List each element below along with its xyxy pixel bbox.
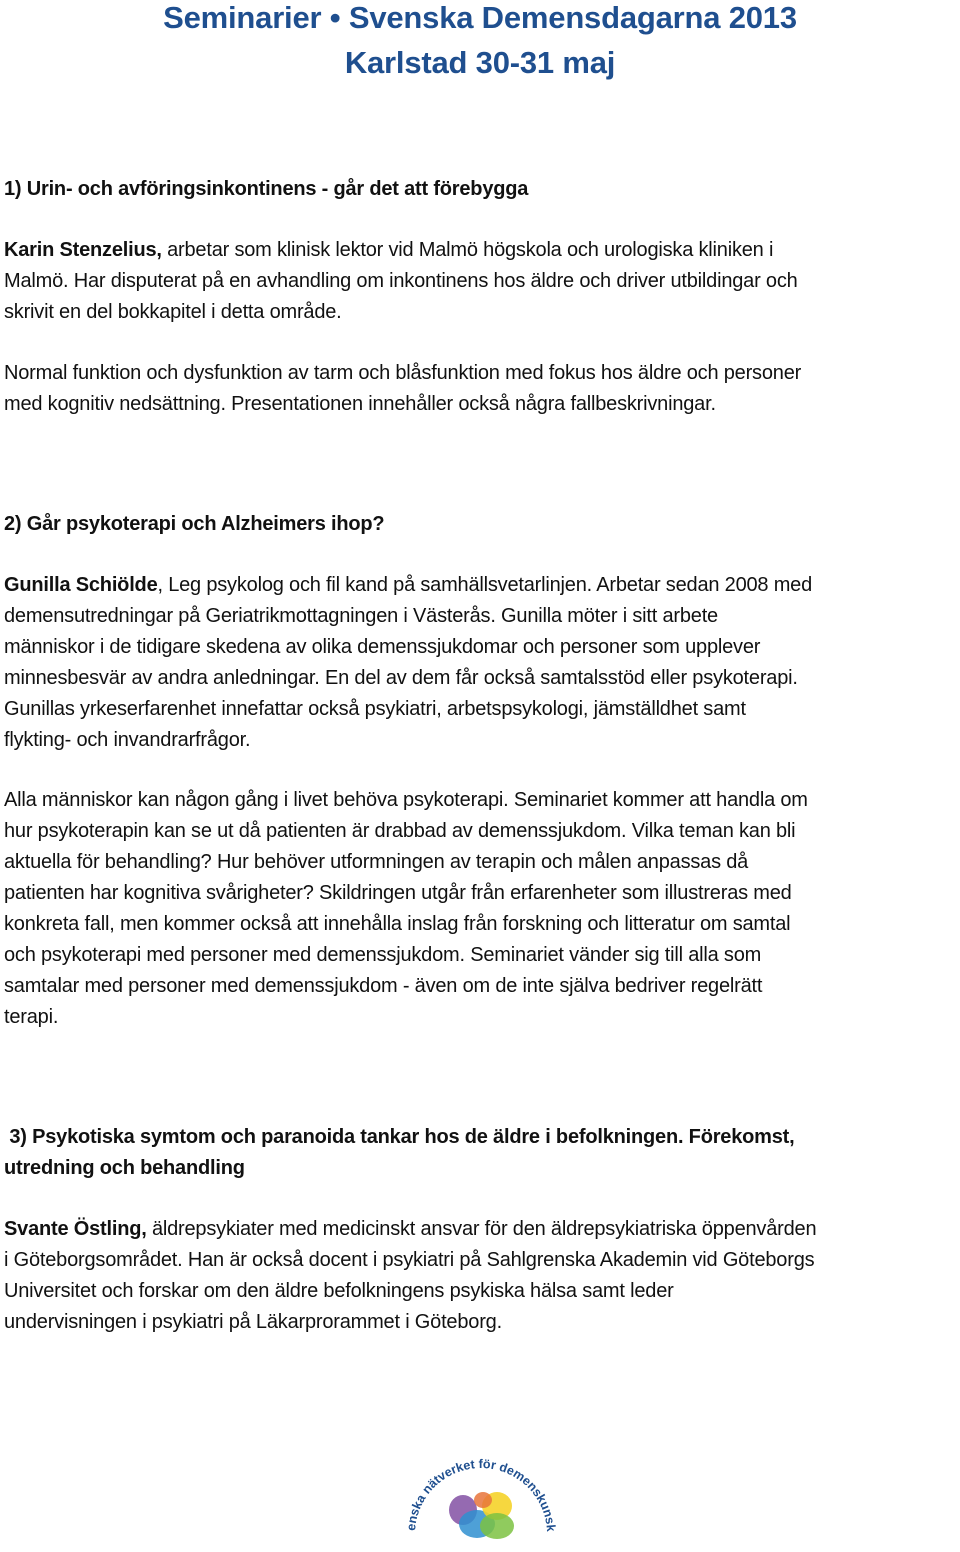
seminar-3-heading-line: utredning och behandling xyxy=(4,1157,245,1179)
seminar-1-description-line: med kognitiv nedsättning. Presentationen innehåller också några fallbeskrivningar. xyxy=(4,393,716,415)
seminar-1-speaker-name: Karin Stenzelius, xyxy=(4,239,162,261)
logo-graphic xyxy=(393,1438,569,1546)
seminar-3-speaker-name: Svante Östling, xyxy=(4,1218,147,1240)
seminar-2-description-line: aktuella för behandling? Hur behöver utformningen av terapin och målen anpassas då xyxy=(4,851,749,873)
seminar-3-bio-line: Universitet och forskar om den äldre befolkningens psykiska hälsa samt leder xyxy=(4,1280,674,1302)
seminar-3-bio-line: Svante Östling, äldrepsykiater med medicinskt ansvar för den äldrepsykiatriska öppenvården xyxy=(4,1218,817,1240)
seminar-2-heading: 2) Går psykoterapi och Alzheimers ihop? xyxy=(4,513,385,535)
seminar-2-description-line: Alla människor kan någon gång i livet behöva psykoterapi. Seminariet kommer att handla om xyxy=(4,789,808,811)
seminar-2-bio-line: Gunilla Schiölde, Leg psykolog och fil kand på samhällsvetarlinjen. Arbetar sedan 2008 med xyxy=(4,574,812,596)
seminar-1-bio-line: Malmö. Har disputerat på en avhandling om inkontinens hos äldre och driver utbildingar och xyxy=(4,270,798,292)
seminar-1-description-line: Normal funktion och dysfunktion av tarm och blåsfunktion med fokus hos äldre och personer xyxy=(4,362,802,384)
seminar-2-description-line: samtalar med personer med demenssjukdom - även om de inte själva bedriver regelrätt xyxy=(4,975,763,997)
seminar-1-heading: 1) Urin- och avföringsinkontinens - går det att förebygga xyxy=(4,178,529,200)
seminar-2-bio xyxy=(4,570,960,756)
seminar-2-description-line: terapi. xyxy=(4,1006,59,1028)
seminar-2-description xyxy=(4,785,960,1033)
network-logo xyxy=(393,1438,569,1546)
seminar-3-bio-line: undervisningen i psykiatri på Läkarprorammet i Göteborg. xyxy=(4,1311,502,1333)
seminar-3-bio-line: i Göteborgsområdet. Han är också docent i psykiatri på Sahlgrenska Akademin vid Göteborgs xyxy=(4,1249,815,1271)
page-subtitle: Karlstad 30-31 maj xyxy=(344,45,616,80)
seminar-2-bio-line: människor i de tidigare skedena av olika demenssjukdomar och personer som upplever xyxy=(4,636,761,658)
logo-text: enska nätverket för demenskunsk xyxy=(404,1456,559,1533)
seminar-2-description-line: konkreta fall, men kommer också att innehålla inslag från forskning och litteratur om samtal xyxy=(4,913,791,935)
seminar-1-bio-line: skrivit en del bokkapitel i detta område. xyxy=(4,301,342,323)
seminar-2-bio-line: Gunillas yrkeserfarenhet innefattar också psykiatri, arbetspsykologi, jämställdhet samt xyxy=(4,698,746,720)
seminar-2-bio-line: demensutredningar på Geriatrikmottagningen i Västerås. Gunilla möter i sitt arbete xyxy=(4,605,718,627)
logo-shape-green xyxy=(480,1513,514,1539)
seminar-2-description-line: och psykoterapi med personer med demenssjukdom. Seminariet vänder sig till alla som xyxy=(4,944,762,966)
seminar-2-description-line: patienten har kognitiva svårigheter? Skildringen utgår från erfarenheter som illustreras med xyxy=(4,882,792,904)
seminar-2-description-line: hur psykoterapin kan se ut då patienten är drabbad av demenssjukdom. Vilka teman kan bli xyxy=(4,820,796,842)
seminar-3-heading xyxy=(4,1122,960,1184)
seminar-1-bio xyxy=(4,235,960,328)
logo-shape-orange xyxy=(474,1492,492,1508)
page-title: Seminarier • Svenska Demensdagarna 2013 xyxy=(163,0,797,35)
seminar-1-description xyxy=(4,358,960,420)
seminar-3-bio xyxy=(4,1214,960,1338)
seminar-3-heading-line: 3) Psykotiska symtom och paranoida tankar hos de äldre i befolkningen. Förekomst, xyxy=(4,1126,795,1148)
seminar-2-bio-line: flykting- och invandrarfrågor. xyxy=(4,729,251,751)
seminar-2-bio-line: minnesbesvär av andra anledningar. En del av dem får också samtalsstöd eller psykoterapi. xyxy=(4,667,798,689)
seminar-1-bio-line: Karin Stenzelius, arbetar som klinisk lektor vid Malmö högskola och urologiska kliniken i xyxy=(4,239,774,261)
seminar-2-speaker-name: Gunilla Schiölde xyxy=(4,574,158,596)
